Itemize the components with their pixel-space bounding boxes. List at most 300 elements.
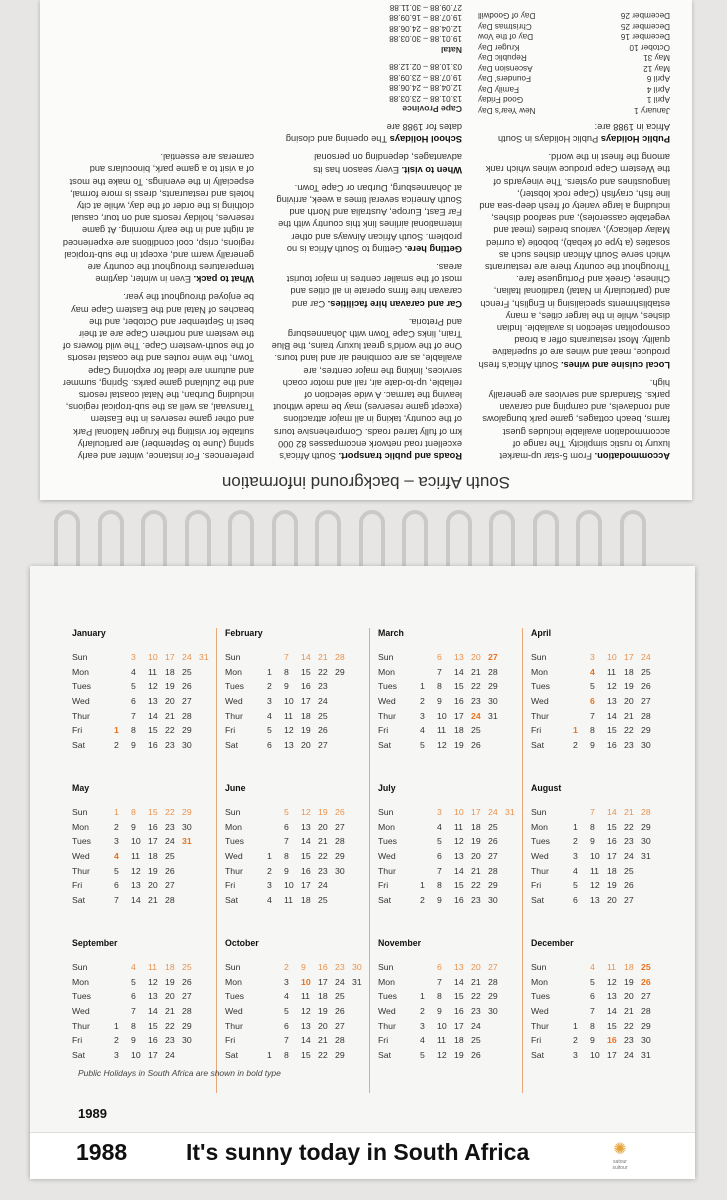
day-cell: 15	[301, 851, 311, 862]
day-label: Mon	[72, 821, 89, 832]
day-cell: 13	[301, 821, 311, 832]
day-row	[531, 805, 658, 820]
day-cell: 18	[301, 894, 311, 905]
day-row	[72, 738, 216, 753]
day-cell: 22	[624, 821, 634, 832]
day-row	[378, 834, 522, 849]
day-cell: 20	[624, 991, 634, 1002]
month-name: October	[225, 938, 259, 948]
paragraph-text: Car and caravan hire firms operate in all cities and most of the smaller centres in major tourist areas.	[286, 261, 462, 309]
day-cell: 2	[114, 739, 119, 750]
day-cell: 31	[488, 710, 498, 721]
day-cell: 2	[573, 739, 578, 750]
day-row	[72, 1018, 216, 1033]
day-cell: 27	[182, 696, 192, 707]
day-cell: 12	[607, 681, 617, 692]
day-cell: 7	[437, 865, 442, 876]
day-cell: 18	[318, 991, 328, 1002]
day-label: Fri	[225, 1035, 236, 1046]
day-cell: 9	[437, 1006, 442, 1017]
day-cell: 23	[471, 696, 481, 707]
day-label: Thur	[378, 710, 396, 721]
day-row	[531, 738, 658, 753]
day-row	[378, 665, 522, 680]
paragraph-heading: School Holidays	[387, 134, 462, 145]
day-row	[531, 723, 658, 738]
day-cell: 24	[318, 696, 328, 707]
day-cell: 9	[131, 1035, 136, 1046]
day-cell: 30	[641, 1035, 651, 1046]
paragraph-text: Getting to South Africa is no problem. South African Airways and other international airlines link this country with the Far East, Europe, Australia and North and South America several times a week, arriving at Johannesburg, Durban or Cape Town.	[276, 182, 462, 254]
day-cell: 6	[437, 962, 442, 973]
day-cell: 15	[301, 666, 311, 677]
month-april	[522, 628, 658, 783]
day-label: Sun	[72, 652, 88, 663]
day-cell: 5	[573, 880, 578, 891]
day-label: Fri	[225, 880, 236, 891]
day-label: Wed	[378, 696, 396, 707]
day-row	[531, 834, 658, 849]
day-row	[531, 960, 658, 975]
paragraph-heading: Car and caravan hire facilities.	[325, 298, 462, 309]
day-cell: 5	[420, 1049, 425, 1060]
month-name: May	[72, 783, 90, 793]
day-cell: 29	[182, 725, 192, 736]
paragraph-text: preferences. For instance, winter and early spring (June to September) are particularly suitable for visiting the Kruger National Park and other game reserves in the Eastern Transvaal, as well as the sub-tropical regions, including Durban, the Natal coastal resorts and the Zululand game parks. Spring, summer and autumn are ideal for exploring Cape Town, the wine routes and the coastal resorts of the south-western Cape. The wild flowers of the western and northern Cape are at their best in September and October, and the beaches of Natal and the Eastern Cape may be enjoyed throughout the year.	[62, 292, 254, 461]
day-cell: 24	[165, 1049, 175, 1060]
day-label: Thur	[72, 1020, 90, 1031]
school-dates: 19.01.88 – 30.03.88	[389, 34, 462, 44]
holiday-row	[478, 94, 670, 105]
holiday-row	[478, 20, 670, 31]
day-cell: 23	[335, 962, 345, 973]
day-row	[225, 834, 369, 849]
day-row	[531, 679, 658, 694]
day-row	[225, 893, 369, 908]
day-cell: 17	[471, 807, 481, 818]
day-label: Sun	[531, 962, 547, 973]
day-cell: 8	[590, 821, 595, 832]
day-label: Thur	[225, 710, 243, 721]
day-cell: 7	[114, 894, 119, 905]
day-label: Sun	[378, 652, 394, 663]
school-dates: 12.04.88 – 24.06.88	[389, 83, 462, 93]
day-cell: 8	[131, 725, 136, 736]
day-cell: 20	[318, 1020, 328, 1031]
day-cell: 13	[148, 696, 158, 707]
day-cell: 28	[641, 1006, 651, 1017]
holiday-name: Family Day	[478, 84, 519, 94]
day-label: Sat	[225, 739, 239, 750]
day-cell: 27	[624, 894, 634, 905]
day-cell: 13	[284, 739, 294, 750]
day-cell: 1	[420, 681, 425, 692]
day-cell: 28	[488, 976, 498, 987]
day-label: Fri	[531, 880, 542, 891]
month-august	[522, 783, 658, 938]
day-row	[225, 665, 369, 680]
day-cell: 25	[165, 851, 175, 862]
holiday-name: Day of Goodwill	[478, 11, 536, 21]
day-cell: 4	[267, 710, 272, 721]
day-cell: 29	[182, 1020, 192, 1031]
day-row	[225, 878, 369, 893]
day-cell: 3	[267, 696, 272, 707]
holiday-date: January 1	[634, 105, 670, 115]
day-cell: 13	[607, 696, 617, 707]
day-row	[72, 694, 216, 709]
day-cell: 9	[301, 962, 306, 973]
day-cell: 31	[505, 807, 515, 818]
day-cell: 29	[182, 807, 192, 818]
logo-text: satour suitour	[612, 1159, 628, 1171]
day-cell: 16	[454, 1006, 464, 1017]
day-cell: 19	[165, 976, 175, 987]
day-cell: 1	[420, 991, 425, 1002]
day-cell: 12	[284, 725, 294, 736]
day-cell: 8	[590, 725, 595, 736]
day-cell: 4	[131, 962, 136, 973]
day-cell: 4	[590, 666, 595, 677]
day-row	[72, 1004, 216, 1019]
day-label: Tues	[72, 836, 91, 847]
day-cell: 27	[335, 821, 345, 832]
day-cell: 16	[318, 962, 328, 973]
day-cell: 7	[284, 836, 289, 847]
day-cell: 11	[437, 1035, 447, 1046]
day-cell: 18	[148, 851, 158, 862]
day-row	[531, 989, 658, 1004]
day-cell: 22	[624, 1020, 634, 1031]
holiday-name: Kruger Day	[478, 42, 520, 52]
day-label: Thur	[531, 865, 549, 876]
day-label: Wed	[72, 851, 90, 862]
day-cell: 10	[131, 836, 141, 847]
paragraph-heading: Public Holidays	[598, 133, 670, 144]
month-may	[72, 783, 216, 938]
page-title: South Africa – background information	[221, 473, 511, 492]
month-name: July	[378, 783, 396, 793]
day-label: Wed	[531, 696, 549, 707]
day-cell: 24	[488, 807, 498, 818]
day-cell: 19	[471, 836, 481, 847]
day-cell: 12	[148, 976, 158, 987]
day-cell: 10	[590, 851, 600, 862]
day-label: Fri	[378, 1035, 389, 1046]
day-label: Fri	[72, 1035, 83, 1046]
day-cell: 14	[607, 1006, 617, 1017]
day-cell: 21	[148, 894, 158, 905]
day-cell: 8	[437, 880, 442, 891]
day-cell: 24	[182, 652, 192, 663]
day-label: Thur	[531, 710, 549, 721]
day-label: Tues	[72, 681, 91, 692]
day-cell: 22	[165, 807, 175, 818]
day-cell: 13	[454, 851, 464, 862]
day-cell: 11	[284, 710, 294, 721]
day-cell: 5	[420, 739, 425, 750]
day-cell: 30	[488, 696, 498, 707]
day-cell: 26	[335, 1006, 345, 1017]
day-cell: 29	[488, 991, 498, 1002]
month-name: December	[531, 938, 574, 948]
day-cell: 24	[624, 851, 634, 862]
day-cell: 17	[454, 710, 464, 721]
day-label: Mon	[225, 666, 242, 677]
info-paragraph	[270, 182, 462, 255]
day-cell: 2	[267, 865, 272, 876]
day-cell: 14	[454, 865, 464, 876]
day-cell: 7	[590, 710, 595, 721]
paragraph-text: South Africa's fresh produce, meat and wines are of superlative quality. Most restaurants offer a broad cosmopolitan selection is available. Indian dishes, while in the larger cities, a many establishments specialising in English, French and (particularly in Natal) traditional Italian, Chinese, Greek and Portuguese fare. Throughout the country there are restaurants which serve South African dishes such as sosaties (a type of kebab), bobotie (a curried Malay delicacy), various bredies (meat and vegetable casseroles), and seafood dishes, including a large variety of fresh deep-sea and line fish, crayfish (Cape rock lobster), langoustines and oysters. The vineyards of the Western Cape produce wines which rank among the finest in the world.	[478, 152, 670, 370]
day-label: Sat	[72, 1049, 86, 1060]
day-cell: 1	[114, 807, 119, 818]
day-cell: 25	[318, 894, 328, 905]
day-row	[378, 820, 522, 835]
paragraph-text: Every season has its advantages, depending on personal	[313, 152, 462, 175]
info-paragraph	[478, 121, 670, 145]
day-cell: 1	[573, 821, 578, 832]
day-cell: 10	[301, 976, 311, 987]
day-row	[378, 805, 522, 820]
day-cell: 22	[318, 1049, 328, 1060]
day-cell: 26	[318, 725, 328, 736]
paragraph-heading: What to pack.	[190, 274, 254, 285]
day-cell: 3	[573, 1049, 578, 1060]
day-cell: 28	[488, 865, 498, 876]
day-cell: 2	[284, 962, 289, 973]
day-cell: 23	[624, 1035, 634, 1046]
day-cell: 16	[607, 1035, 617, 1046]
day-cell: 20	[318, 821, 328, 832]
day-row	[378, 1048, 522, 1063]
day-cell: 22	[318, 851, 328, 862]
day-cell: 17	[301, 880, 311, 891]
holiday-date: May 12	[643, 63, 670, 73]
day-cell: 29	[641, 725, 651, 736]
day-row	[225, 805, 369, 820]
holiday-row	[478, 31, 670, 42]
day-cell: 19	[165, 681, 175, 692]
day-cell: 19	[318, 807, 328, 818]
day-label: Fri	[72, 725, 83, 736]
day-label: Tues	[378, 836, 397, 847]
holiday-row	[478, 10, 670, 21]
day-row	[72, 878, 216, 893]
day-cell: 9	[437, 894, 442, 905]
day-row	[72, 849, 216, 864]
day-cell: 3	[284, 976, 289, 987]
day-cell: 25	[641, 666, 651, 677]
day-cell: 20	[165, 991, 175, 1002]
day-label: Tues	[72, 991, 91, 1002]
day-label: Tues	[378, 681, 397, 692]
day-cell: 3	[114, 1049, 119, 1060]
day-cell: 28	[641, 807, 651, 818]
day-cell: 23	[318, 865, 328, 876]
day-cell: 11	[131, 851, 141, 862]
day-label: Tues	[225, 991, 244, 1002]
day-cell: 30	[641, 739, 651, 750]
day-cell: 23	[624, 739, 634, 750]
day-cell: 21	[318, 836, 328, 847]
day-cell: 12	[301, 807, 311, 818]
holiday-name: Founders' Day	[478, 74, 531, 84]
day-row	[378, 708, 522, 723]
holiday-name: New Year's Day	[478, 105, 536, 115]
day-cell: 7	[284, 1035, 289, 1046]
day-cell: 6	[590, 696, 595, 707]
day-cell: 1	[573, 725, 578, 736]
day-cell: 24	[471, 1020, 481, 1031]
day-label: Fri	[72, 880, 83, 891]
day-label: Mon	[72, 666, 89, 677]
day-cell: 5	[131, 976, 136, 987]
day-label: Tues	[531, 991, 550, 1002]
day-cell: 26	[471, 739, 481, 750]
day-label: Sun	[378, 807, 394, 818]
day-cell: 25	[318, 710, 328, 721]
day-cell: 15	[607, 725, 617, 736]
day-row	[378, 1004, 522, 1019]
day-cell: 14	[454, 976, 464, 987]
day-label: Sun	[531, 807, 547, 818]
info-paragraph	[478, 151, 670, 371]
day-label: Tues	[531, 836, 550, 847]
day-cell: 14	[607, 710, 617, 721]
month-name: September	[72, 938, 118, 948]
day-cell: 5	[590, 976, 595, 987]
day-cell: 9	[284, 681, 289, 692]
day-row	[225, 989, 369, 1004]
day-cell: 20	[471, 851, 481, 862]
day-cell: 22	[471, 880, 481, 891]
day-cell: 26	[624, 880, 634, 891]
day-cell: 5	[114, 865, 119, 876]
day-label: Thur	[72, 865, 90, 876]
day-cell: 7	[590, 807, 595, 818]
holiday-date: April 6	[646, 74, 670, 84]
day-cell: 18	[454, 725, 464, 736]
day-cell: 14	[148, 710, 158, 721]
day-cell: 6	[284, 821, 289, 832]
day-cell: 23	[165, 1035, 175, 1046]
school-dates: 13.01.88 – 23.03.88	[389, 93, 462, 103]
day-cell: 9	[590, 836, 595, 847]
day-cell: 10	[590, 1049, 600, 1060]
next-year-label: 1989	[78, 1106, 107, 1121]
day-label: Mon	[531, 976, 548, 987]
day-row	[225, 723, 369, 738]
school-region: Natal	[440, 44, 462, 55]
day-row	[378, 989, 522, 1004]
day-cell: 1	[267, 851, 272, 862]
day-cell: 18	[624, 666, 634, 677]
day-row	[225, 1004, 369, 1019]
day-row	[531, 1018, 658, 1033]
day-cell: 28	[641, 710, 651, 721]
day-cell: 29	[335, 851, 345, 862]
day-label: Fri	[378, 725, 389, 736]
day-row	[225, 1048, 369, 1063]
info-paragraph	[62, 151, 254, 285]
day-cell: 20	[624, 696, 634, 707]
day-cell: 9	[131, 739, 136, 750]
day-cell: 23	[165, 821, 175, 832]
day-cell: 28	[488, 666, 498, 677]
calendar-page	[30, 566, 695, 1178]
day-cell: 20	[301, 739, 311, 750]
day-cell: 11	[607, 666, 617, 677]
day-row	[531, 708, 658, 723]
day-cell: 2	[114, 821, 119, 832]
day-row	[531, 650, 658, 665]
background-info-page	[40, 0, 692, 500]
day-label: Fri	[378, 880, 389, 891]
day-cell: 10	[437, 1020, 447, 1031]
day-row	[378, 723, 522, 738]
day-cell: 31	[182, 836, 192, 847]
day-label: Mon	[225, 821, 242, 832]
day-label: Sun	[72, 807, 88, 818]
day-cell: 13	[301, 1020, 311, 1031]
sun-logo-icon: ✺	[613, 1141, 627, 1158]
day-cell: 1	[267, 1049, 272, 1060]
day-cell: 29	[335, 666, 345, 677]
paragraph-heading: Roads and public transport.	[335, 451, 462, 461]
day-cell: 27	[488, 851, 498, 862]
day-row	[72, 975, 216, 990]
slogan: It's sunny today in South Africa	[186, 1139, 530, 1165]
day-cell: 16	[148, 739, 158, 750]
school-dates: 03.10.88 – 02.12.88	[389, 62, 462, 72]
holiday-row	[478, 83, 670, 94]
day-row	[225, 650, 369, 665]
day-cell: 8	[437, 681, 442, 692]
day-row	[225, 1033, 369, 1048]
day-cell: 30	[182, 739, 192, 750]
day-cell: 14	[301, 1035, 311, 1046]
day-label: Mon	[378, 976, 395, 987]
day-cell: 27	[318, 739, 328, 750]
day-label: Sat	[378, 894, 392, 905]
day-label: Wed	[72, 696, 90, 707]
day-cell: 30	[488, 1006, 498, 1017]
day-cell: 26	[641, 681, 651, 692]
day-cell: 16	[301, 681, 311, 692]
day-row	[531, 1004, 658, 1019]
day-cell: 14	[131, 894, 141, 905]
day-cell: 10	[148, 652, 158, 663]
day-cell: 31	[352, 976, 362, 987]
day-cell: 20	[148, 880, 158, 891]
day-cell: 30	[352, 962, 362, 973]
day-row	[378, 849, 522, 864]
day-cell: 16	[607, 836, 617, 847]
day-cell: 27	[641, 991, 651, 1002]
day-cell: 19	[318, 1006, 328, 1017]
day-cell: 5	[267, 725, 272, 736]
day-cell: 5	[284, 1006, 289, 1017]
day-cell: 1	[573, 1020, 578, 1031]
day-cell: 16	[454, 894, 464, 905]
day-row	[72, 805, 216, 820]
holiday-row	[478, 62, 670, 73]
day-cell: 30	[182, 821, 192, 832]
day-cell: 4	[573, 865, 578, 876]
day-label: Wed	[531, 1006, 549, 1017]
day-label: Thur	[225, 1020, 243, 1031]
